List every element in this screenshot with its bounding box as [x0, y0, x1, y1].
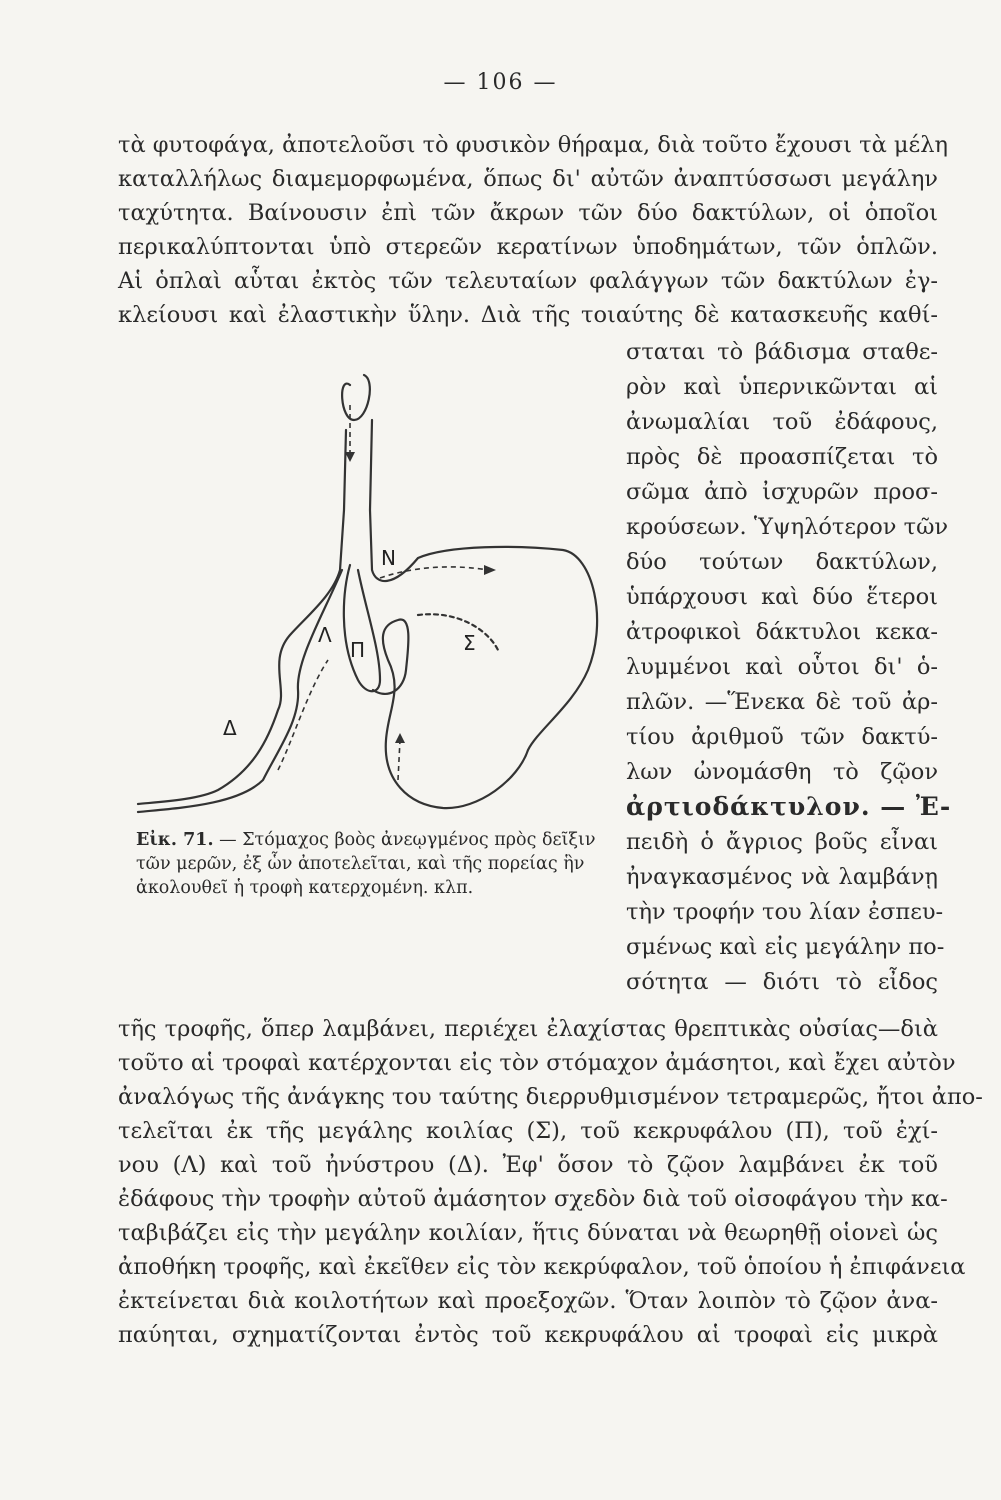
column-line: πρὸς δὲ προασπίζεται τὸ [626, 444, 938, 470]
text-line: τῆς τροφῆς, ὅπερ λαμβάνει, περιέχει ἐλαχίστας θρεπτικὰς οὐσίας—διὰ [118, 1016, 938, 1042]
text-line: ἀναλόγως τῆς ἀνάγκης του ταύτης διερρυθμισμένον τετραμερῶς, ἤτοι ἀπο- [118, 1084, 983, 1110]
column-line: δύο τούτων δακτύλων, [626, 549, 938, 575]
label-pi: Π [350, 638, 366, 662]
page-number: — 106 — [443, 70, 558, 95]
column-line: ἀνωμαλίαι τοῦ ἐδάφους, [626, 409, 938, 435]
column-line: πλῶν. —Ἕνεκα δὲ τοῦ ἀρ- [626, 689, 938, 715]
column-line: ἀτροφικοὶ δάκτυλοι κεκα- [626, 619, 938, 645]
text-line: νου (Λ) καὶ τοῦ ἠνύστρου (Δ). Ἐφ' ὅσον τὸ ζῷον λαμβάνει ἐκ τοῦ [118, 1152, 938, 1178]
caption-text: — Στόμαχος βοὸς ἀνεῳγμένος πρὸς δεῖξιν τῶν μερῶν, ἐξ ὧν ἀποτελεῖται, καὶ τῆς πορείας ἣν ἀκολουθεῖ ἡ τροφὴ κατερχομένη. κλπ. [136, 830, 596, 898]
label-lambda: Λ [318, 623, 332, 647]
esophagus-loop [342, 375, 370, 420]
text-line: ἐδάφους τὴν τροφὴν αὐτοῦ ἀμάσητον σχεδὸν διὰ τοῦ οἰσοφάγου τὴν κα- [118, 1186, 948, 1212]
text-line: ἀποθήκη τροφῆς, καὶ ἐκεῖθεν εἰς τὸν κεκρύφαλον, τοῦ ὁποίου ἡ ἐπιφάνεια [118, 1254, 966, 1280]
stomach-figure [118, 360, 618, 830]
flow-arrow-right [380, 567, 488, 578]
label-delta: Δ [223, 716, 237, 740]
figure-caption [136, 828, 606, 900]
text-line: Αἱ ὁπλαὶ αὗται ἐκτὸς τῶν τελευταίων φαλάγγων τῶν δακτύλων ἐγ- [118, 268, 938, 294]
text-line: τοῦτο αἱ τροφαὶ κατέρχονται εἰς τὸν στόμαχον ἀμάσητοι, καὶ ἔχει αὐτὸν [118, 1050, 956, 1076]
column-line: τὴν τροφήν του λίαν ἐσπευ- [626, 899, 944, 925]
label-sigma: Σ [463, 631, 476, 655]
text-line: τὰ φυτοφάγα, ἀποτελοῦσι τὸ φυσικὸν θήραμα, διὰ τοῦτο ἔχουσι τὰ μέλη [118, 132, 948, 158]
column-line: λυμμένοι καὶ οὗτοι δι' ὁ- [626, 654, 938, 680]
column-line: πειδὴ ὁ ἄγριος βοῦς εἶναι [626, 829, 938, 855]
esophagus-wall-left [138, 430, 346, 804]
esophagus-wall-right [370, 420, 597, 808]
text-line: τελεῖται ἐκ τῆς μεγάλης κοιλίας (Σ), τοῦ κεκρυφάλου (Π), τοῦ ἐχί- [118, 1118, 938, 1144]
column-line: ἠναγκασμένος νὰ λαμβάνῃ [626, 864, 938, 890]
column-line: σταται τὸ βάδισμα σταθε- [626, 339, 938, 365]
text-line: περικαλύπτονται ὑπὸ στερεῶν κερατίνων ὑποδημάτων, τῶν ὁπλῶν. [118, 234, 938, 260]
text-line: κλείουσι καὶ ἐλαστικὴν ὕλην. Διὰ τῆς τοιαύτης δὲ κατασκευῆς καθί- [118, 302, 938, 328]
caption-label: Εἰκ. 71. [136, 830, 214, 850]
column-line: λων ὠνομάσθη τὸ ζῷον [626, 759, 938, 785]
arrowhead-up [395, 733, 405, 743]
stomach-diagram [118, 360, 618, 830]
rumen-lower [418, 614, 498, 650]
flow-arrow-return [278, 660, 328, 770]
column-line: σῶμα ἀπὸ ἰσχυρῶν προσ- [626, 479, 938, 505]
text-line: καταλλήλως διαμεμορφωμένα, ὅπως δι' αὐτῶν ἀναπτύσσωσι μεγάλην [118, 166, 938, 192]
text-line: ἐκτείνεται διὰ κοιλοτήτων καὶ προεξοχῶν. Ὅταν λοιπὸν τὸ ζῷον ἀνα- [118, 1288, 938, 1314]
arrowhead-down [345, 452, 355, 462]
text-line: ταχύτητα. Βαίνουσιν ἐπὶ τῶν ἄκρων τῶν δύο δακτύλων, οἱ ὁποῖοι [118, 200, 938, 226]
column-line: ὑπάρχουσι καὶ δύο ἕτεροι [626, 584, 938, 610]
flow-arrow-up [398, 740, 400, 780]
column-line: κρούσεων. Ὑψηλότερον τῶν [626, 514, 949, 540]
column-line: τίου ἀριθμοῦ τῶν δακτύ- [626, 724, 938, 750]
omasum-fold [344, 565, 380, 691]
label-N: N [381, 546, 396, 570]
column-line: ρὸν καὶ ὑπερνικῶνται αἱ [626, 374, 938, 400]
arrowhead-right [484, 565, 496, 575]
column-line: ἀρτιοδάκτυλον. — Ἐ- [626, 792, 952, 821]
column-line: σότητα — διότι τὸ εἶδος [626, 969, 938, 995]
column-line: σμένως καὶ εἰς μεγάλην πο- [626, 934, 945, 960]
text-line: παύηται, σχηματίζονται ἐντὸς τοῦ κεκρυφάλου αἱ τροφαὶ εἰς μικρὰ [118, 1322, 938, 1348]
text-line: ταβιβάζει εἰς τὴν μεγάλην κοιλίαν, ἥτις δύναται νὰ θεωρηθῇ οἱονεὶ ὡς [118, 1220, 938, 1246]
